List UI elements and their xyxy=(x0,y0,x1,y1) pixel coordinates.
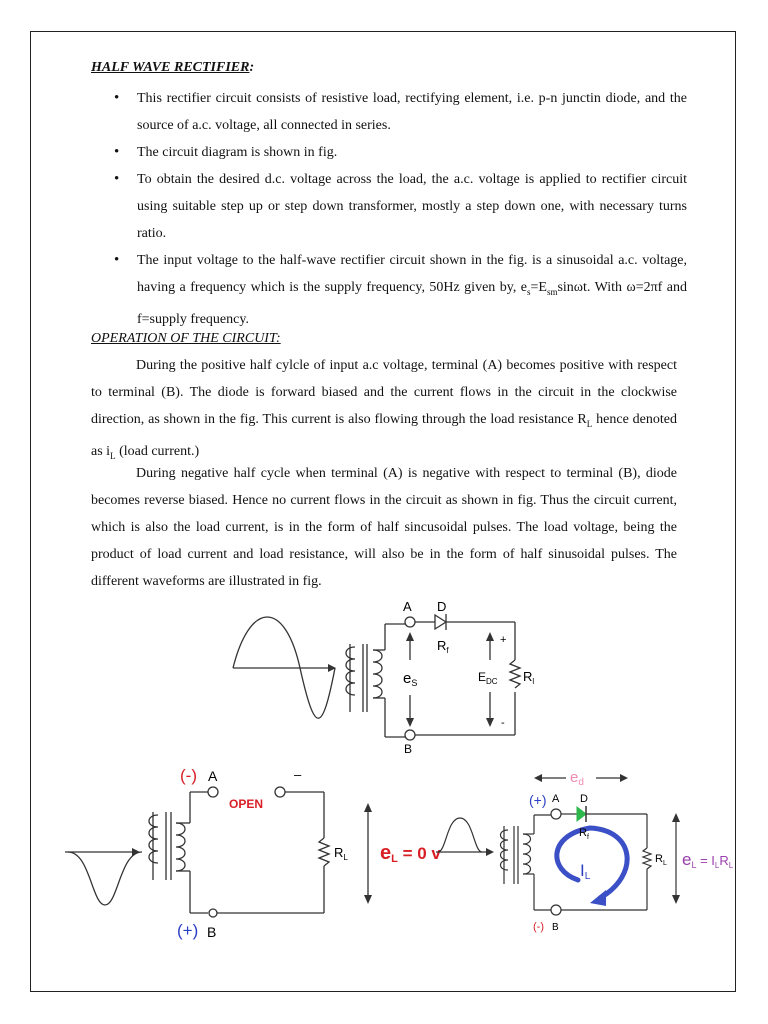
label-a: A xyxy=(403,599,412,614)
label-negative: (-) xyxy=(180,766,197,785)
label-a: A xyxy=(208,768,218,784)
label-edc: $E_{DC}$ xyxy=(478,670,498,686)
label-rl: $R_l$ xyxy=(523,669,535,686)
label-minus: - xyxy=(501,717,505,729)
paragraph-negative-half: During negative half cycle when terminal (A) is negative with respect to terminal (B), diode becomes reverse biased. Hence no current flows in the circuit as shown in fig. Thus the circuit current, which is also the load current, is in the form of half sincusoidal pulses. The load voltage, being the product of load current and load resistance, will also be in the form of half sinusoidal pulses. The different waveforms are illustrated in fig. xyxy=(91,466,677,589)
current-loop-arrow xyxy=(557,828,627,898)
circuit-diagram-positive-half xyxy=(430,765,735,945)
diode-icon xyxy=(577,807,586,821)
label-rl: $R_L$ xyxy=(334,845,348,862)
label-d: D xyxy=(580,793,588,805)
label-dash: – xyxy=(294,767,302,782)
label-positive: (+) xyxy=(177,921,199,940)
label-es: $e_S$ xyxy=(403,670,418,688)
circuit-diagram-top xyxy=(225,595,535,755)
label-el-zero: eL = 0 v xyxy=(380,842,441,865)
label-el-eq: $e_L = I_LR_L$ xyxy=(682,850,734,870)
label-rl: $R_L$ xyxy=(655,853,667,867)
section-heading: OPERATION OF THE CIRCUIT: xyxy=(91,331,281,346)
label-rf: $R_f$ xyxy=(437,638,449,655)
label-a: A xyxy=(552,793,560,805)
label-negative: (-) xyxy=(533,921,544,933)
label-open: OPEN xyxy=(229,797,264,811)
positive-half-wave xyxy=(438,818,482,852)
page-title: HALF WAVE RECTIFIER: xyxy=(91,60,255,75)
bullet-item: • To obtain the desired d.c. voltage across the load, the a.c. voltage is applied to rectifier circuit using suitable step up or step down transformer, mostly a step down one, with necessary turns ratio. xyxy=(114,166,687,247)
circuit-diagram-negative-half xyxy=(60,755,441,950)
label-plus: + xyxy=(500,634,507,646)
bullet-item: • This rectifier circuit consists of resistive load, rectifying element, i.e. p-n junctin diode, and the source of a.c. voltage, all connected in series. xyxy=(114,85,687,139)
terminal-b xyxy=(405,730,415,740)
bullet-item: • The input voltage to the half-wave rectifier circuit shown in the fig. is a sinusoidal a.c. voltage, having a frequency which is the supply frequency, 50Hz given by, $e_s=E_{sm}\sin\omega t$. With ω=2πf and f=supply frequency. xyxy=(114,247,687,333)
bullet-list xyxy=(114,85,687,333)
label-positive: (+) xyxy=(529,792,547,808)
bullet-item: • The circuit diagram is shown in fig. xyxy=(114,139,687,166)
label-ed: $e_d$ xyxy=(570,769,584,788)
label-b: B xyxy=(207,924,217,940)
label-b: B xyxy=(404,742,413,756)
label-b: B xyxy=(552,922,559,933)
label-il: IL xyxy=(580,861,591,882)
label-rf: $R_f$ xyxy=(579,827,589,841)
label-d: D xyxy=(437,599,447,614)
paragraph-positive-half: During the positive half cylcle of input a.c voltage, terminal (A) becomes positive with respect to terminal (B). The diode is forward biased and the current flows in the circuit in the clockwise direction, as shown in the fig. This current is also flowing through the load resistance $R_L$ hence denoted as $i_L$ (load current.) xyxy=(91,358,677,461)
negative-half-wave xyxy=(68,852,142,905)
